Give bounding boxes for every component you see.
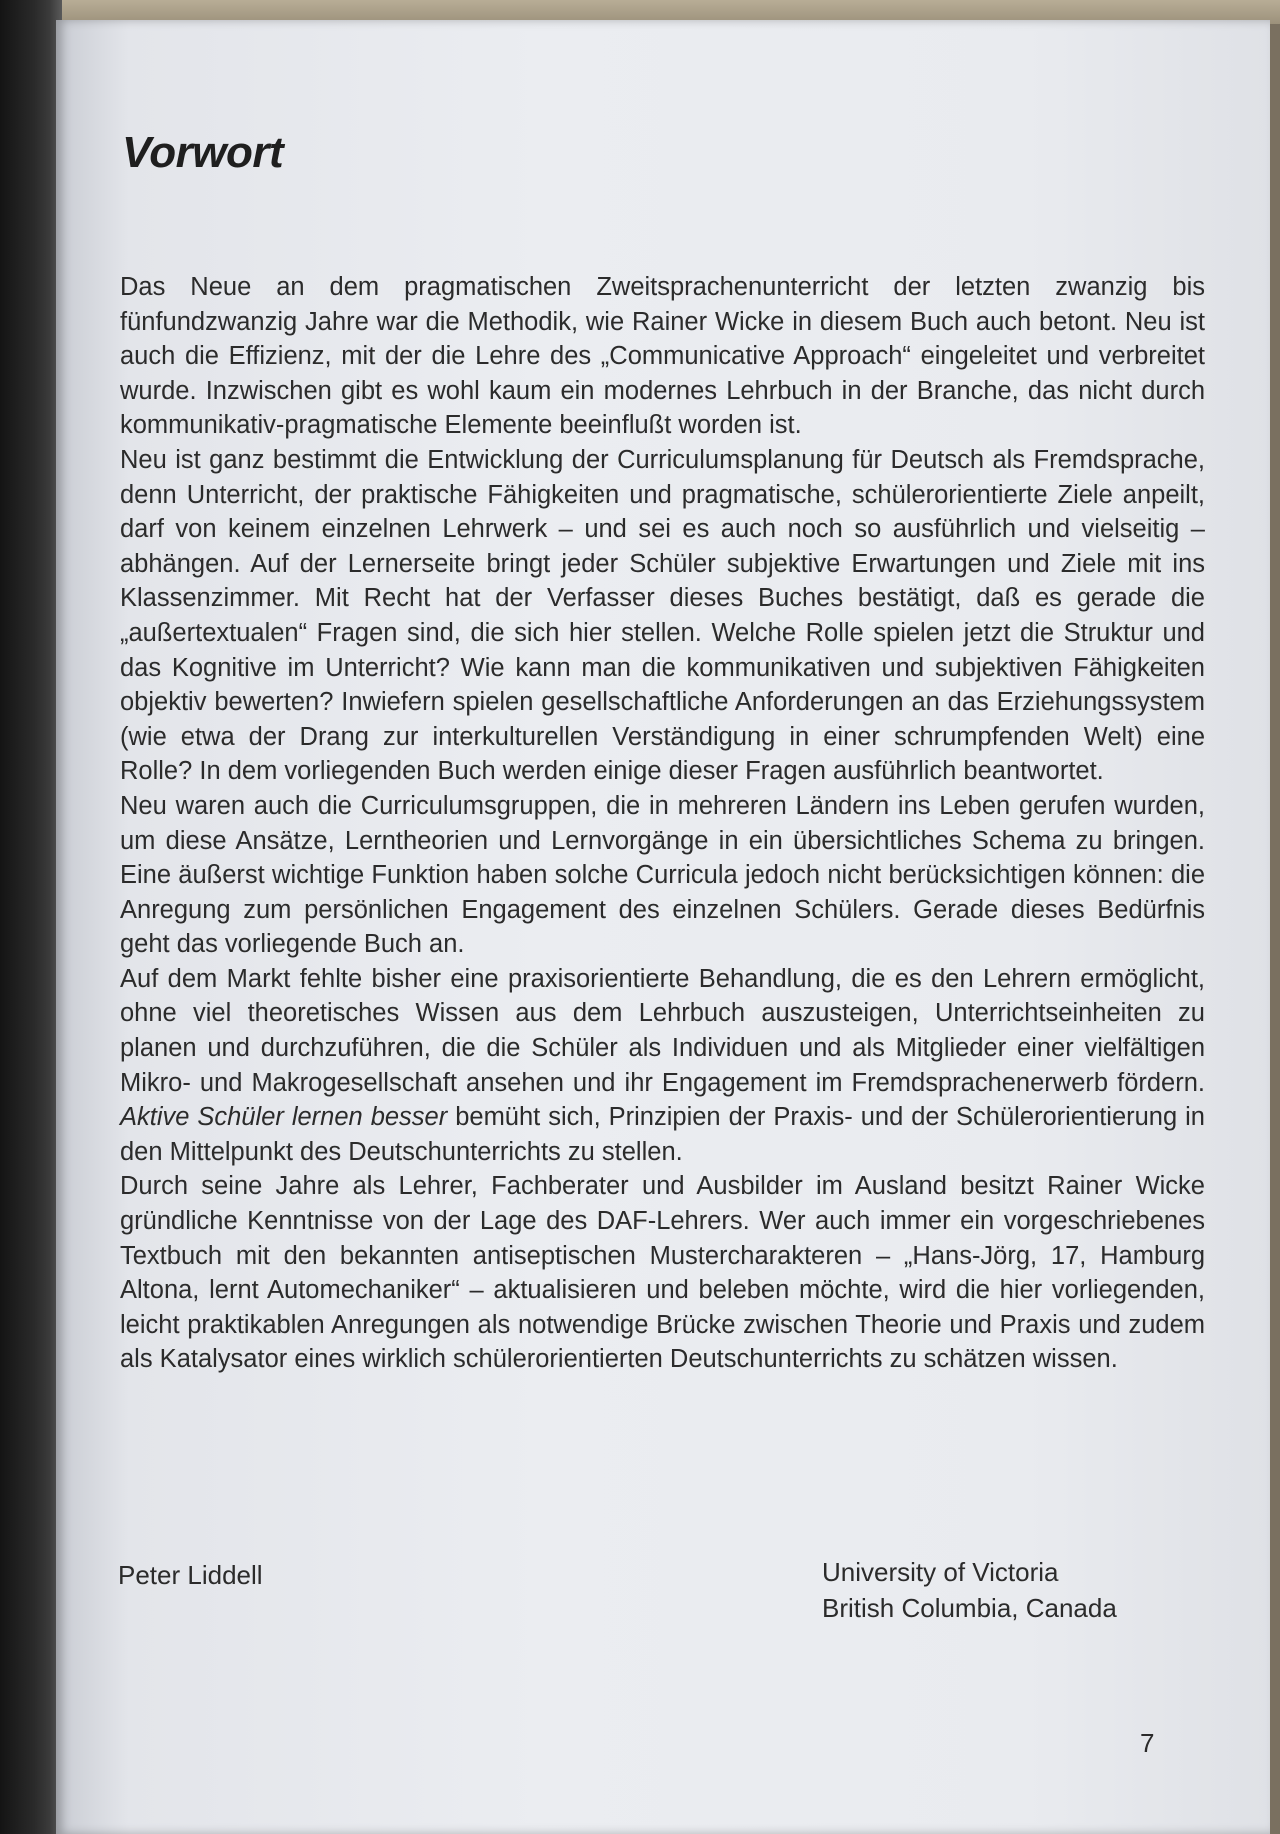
- page-title: Vorwort: [122, 128, 284, 177]
- affiliation-line-2: British Columbia, Canada: [822, 1593, 1117, 1623]
- book-binding: [0, 0, 62, 1834]
- book-title-emphasis: Aktive Schüler lernen besser: [120, 1103, 448, 1132]
- paragraph-5: Durch seine Jahre als Lehrer, Fachberater und Ausbilder im Ausland besitzt Rainer Wicke gründliche Kenntnisse von der Lage des DAF-Lehrers. Wer auch immer ein vorgeschriebenes Textbuch mit den bekannten antiseptischen Mustercharakteren – „Hans-Jörg, 17, Hamburg Altona, lernt Automechaniker“ – aktualisieren und beleben möchte, wird die hier vorliegenden, leicht praktikablen Anregungen als notwendige Brücke zwischen Theorie und Praxis und zudem als Katalysator eines wirklich schülerorientierten Deutschunterrichts zu schätzen wissen.: [120, 1172, 1205, 1374]
- author-affiliation: [822, 1554, 1117, 1626]
- body-text: [120, 270, 1205, 1377]
- paragraph-2: Neu ist ganz bestimmt die Entwicklung der Curriculumsplanung für Deutsch als Fremdsprache, denn Unterricht, der praktische Fähigkeiten und pragmatische, schülerorientierte Ziele anpeilt, darf von keinem einzelnen Lehrwerk – und sei es auch noch so ausführlich und vielseitig – abhängen. Auf der Lernerseite bringt jeder Schüler subjektive Erwartungen und Ziele mit ins Klassenzimmer. Mit Recht hat der Verfasser dieses Buches bestätigt, daß es gerade die „außertextualen“ Fragen sind, die sich hier stellen. Welche Rolle spielen jetzt die Struktur und das Kognitive im Unterricht? Wie kann man die kommunikativen und subjektiven Fähigkeiten objektiv bewerten? Inwiefern spielen gesellschaftliche Anforderungen an das Erziehungssystem (wie etwa der Drang zur interkulturellen Verständigung in einer schrumpfenden Welt) eine Rolle? In dem vorliegenden Buch werden einige dieser Fragen ausführlich beantwortet.: [120, 445, 1205, 786]
- author-name: Peter Liddell: [118, 1560, 263, 1590]
- affiliation-line-1: University of Victoria: [822, 1557, 1059, 1587]
- paragraph-3: Neu waren auch die Curriculumsgruppen, die in mehreren Ländern ins Leben gerufen wurden, um diese Ansätze, Lerntheorien und Lernvorgänge in ein übersichtliches Schema zu bringen. Eine äußerst wichtige Funktion haben solche Curricula jedoch nicht berücksichtigen können: die Anregung zum persönlichen Engagement des einzelnen Schülers. Gerade dieses Bedürfnis geht das vorliegende Buch an.: [120, 791, 1205, 959]
- paragraph-4-part-1: Auf dem Markt fehlte bisher eine praxisorientierte Behandlung, die es den Lehrern ermöglicht, ohne viel theoretisches Wissen aus dem Lehrbuch auszusteigen, Unterrichtseinheiten zu planen und durchzuführen, die die Schüler als Individuen und als Mitglieder einer vielfältigen Mikro- und Makrogesellschaft ansehen und ihr Engagement im Fremdsprachenerwerb fördern.: [120, 964, 1205, 1097]
- book-page: [56, 20, 1270, 1834]
- paragraph-1: Das Neue an dem pragmatischen Zweitsprachenunterricht der letzten zwanzig bis fünfundzwanzig Jahre war die Methodik, wie Rainer Wicke in diesem Buch auch betont. Neu ist auch die Effizienz, mit der die Lehre des „Communicative Approach“ eingeleitet und verbreitet wurde. Inzwischen gibt es wohl kaum ein modernes Lehrbuch in der Branche, das nicht durch kommunikativ-pragmatische Elemente beeinflußt worden ist.: [120, 273, 1205, 440]
- paragraph-4-part-2: bemüht sich, Prinzipien der Praxis- und der Schülerorientierung in den Mittelpunkt des Deutschunterrichts zu stellen.: [120, 1103, 1205, 1166]
- paragraph-4: [120, 962, 1205, 1170]
- page-number: 7: [1140, 1728, 1155, 1758]
